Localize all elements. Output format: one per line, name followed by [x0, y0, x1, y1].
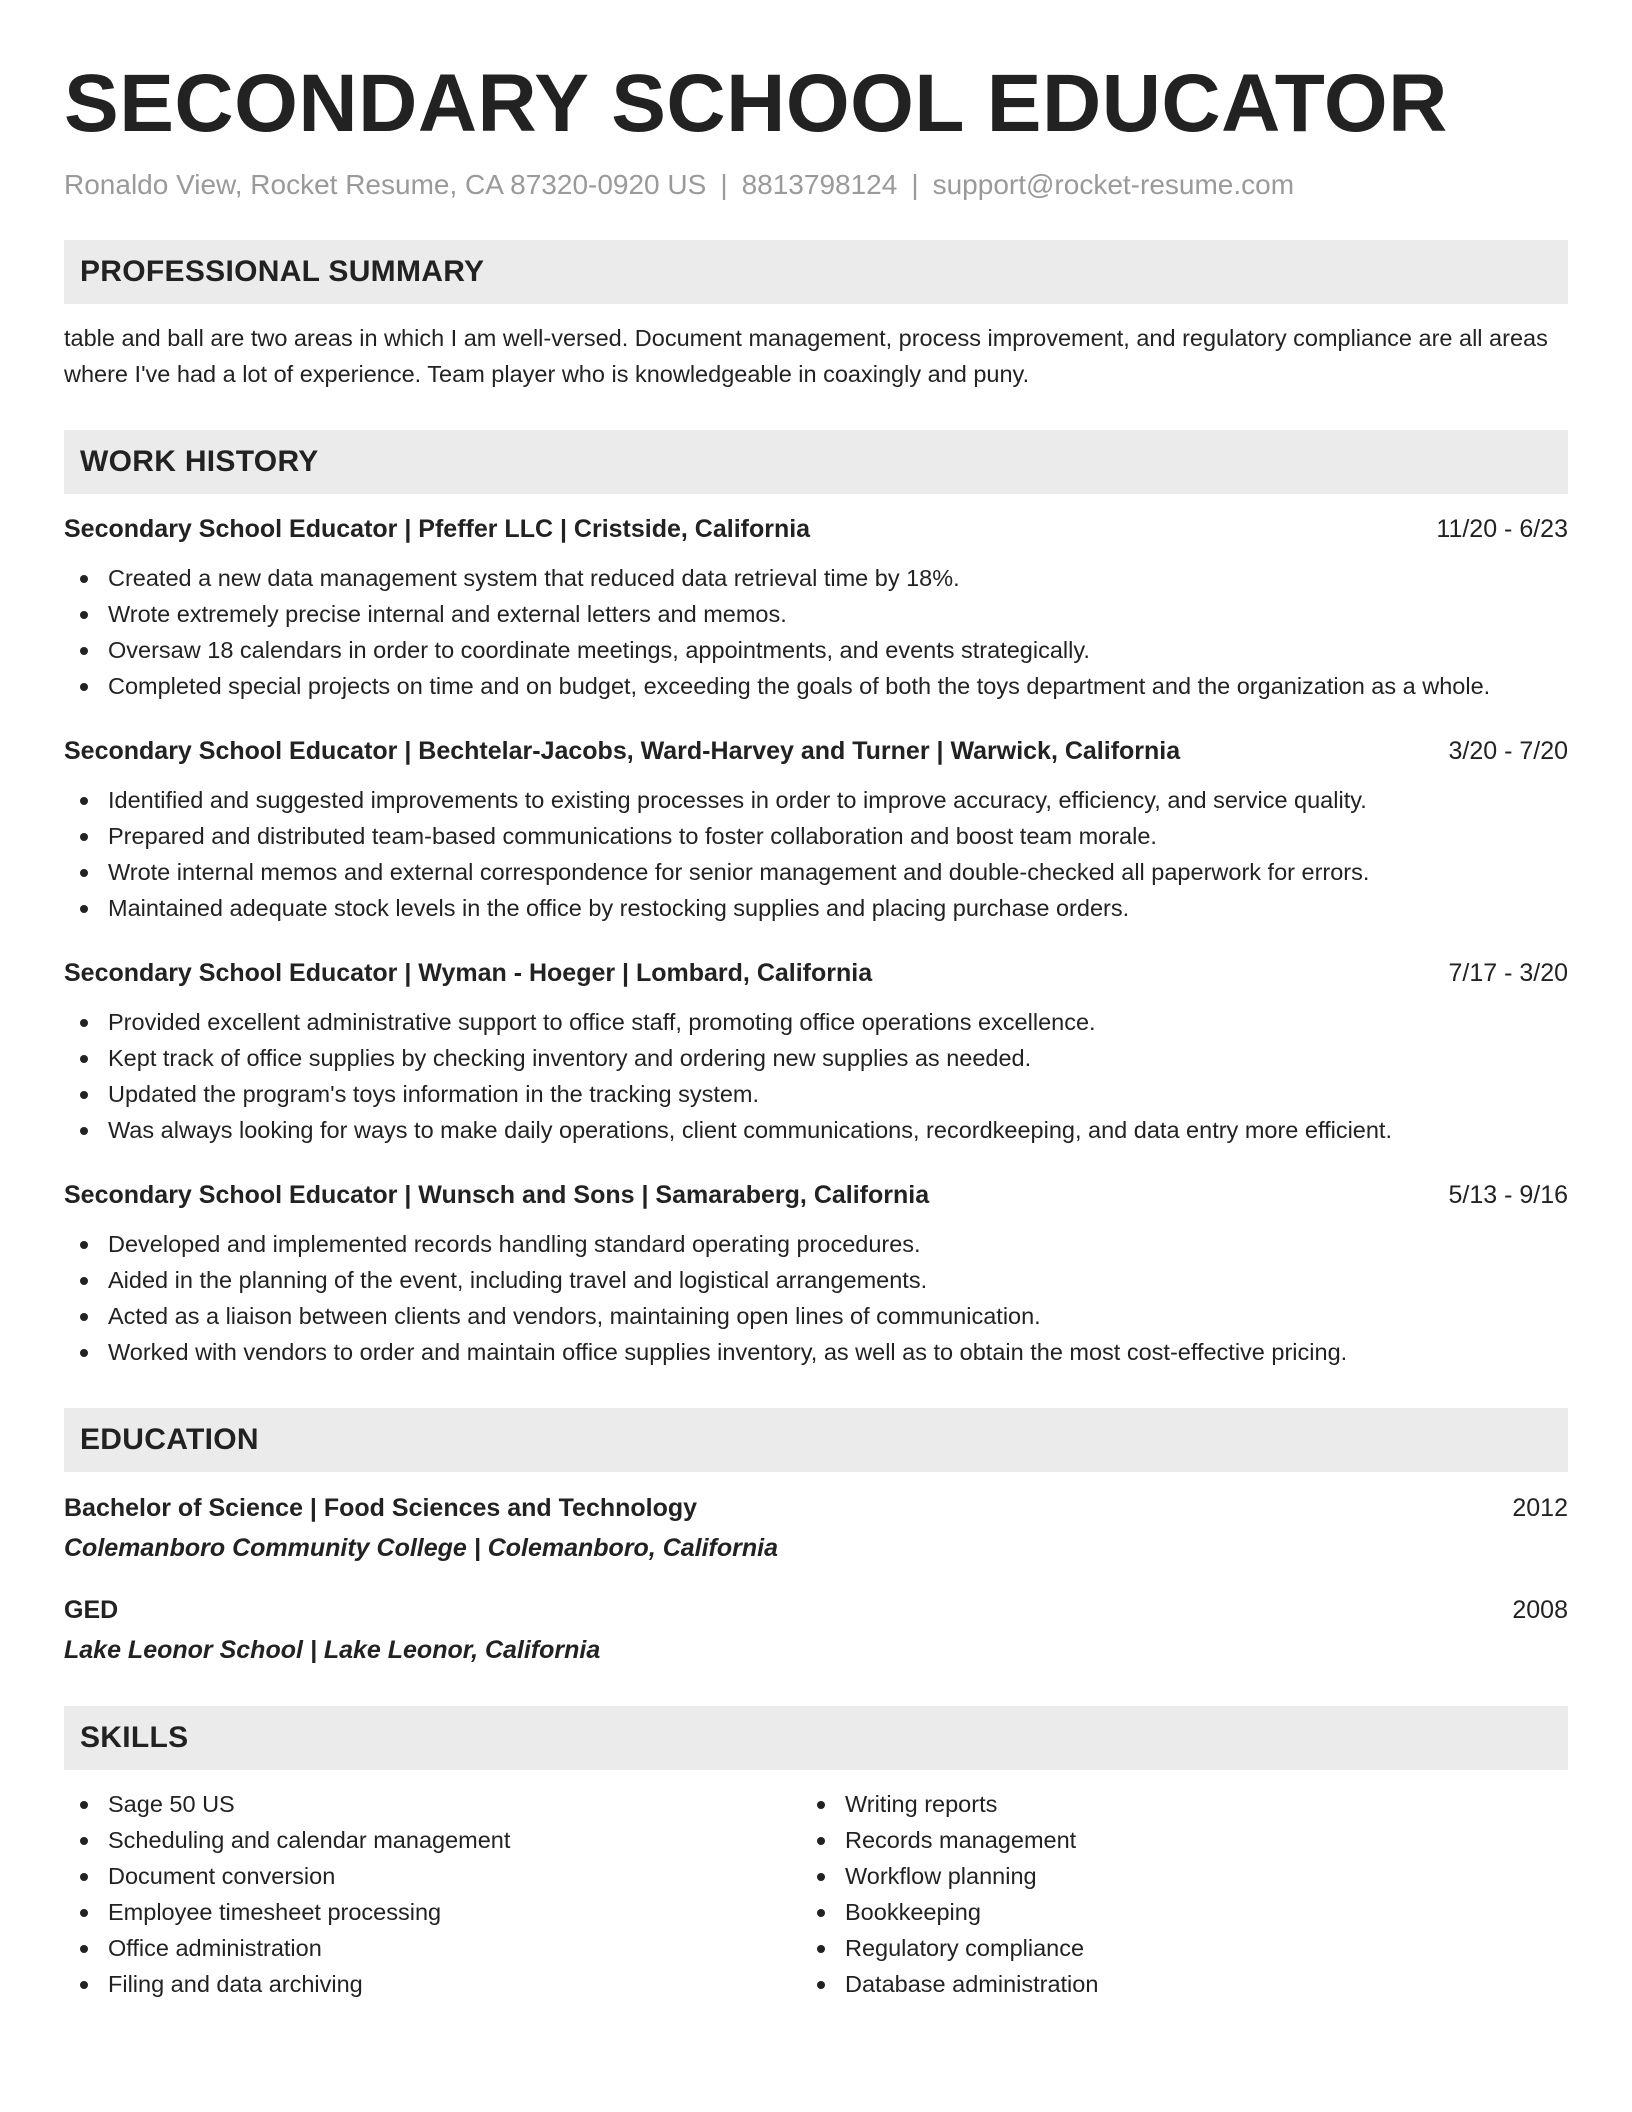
- education-degree: Bachelor of Science | Food Sciences and Technology: [64, 1494, 698, 1522]
- job-header: [64, 956, 1568, 990]
- list-item: Filing and data archiving: [64, 1966, 801, 2002]
- job-dates: 5/13 - 9/16: [1448, 1181, 1568, 1209]
- section-title: WORK HISTORY: [80, 445, 319, 478]
- list-item: Wrote extremely precise internal and external letters and memos.: [64, 596, 1568, 632]
- list-item: Aided in the planning of the event, including travel and logistical arrangements.: [64, 1262, 1568, 1298]
- list-item: Employee timesheet processing: [64, 1894, 801, 1930]
- list-item: Maintained adequate stock levels in the office by restocking supplies and placing purchase orders.: [64, 890, 1568, 926]
- list-item: Bookkeeping: [801, 1894, 1538, 1930]
- list-item: Acted as a liaison between clients and vendors, maintaining open lines of communication.: [64, 1298, 1568, 1334]
- contact-email: support@rocket-resume.com: [932, 169, 1295, 200]
- education-year: 2008: [1512, 1596, 1568, 1624]
- job-entry: [64, 956, 1568, 1148]
- job-header: [64, 512, 1568, 546]
- job-bullets: [64, 782, 1568, 926]
- list-item: Workflow planning: [801, 1858, 1538, 1894]
- education-header: [64, 1592, 1568, 1628]
- list-item: Oversaw 18 calendars in order to coordinate meetings, appointments, and events strategically.: [64, 632, 1568, 668]
- section-header-summary: [64, 240, 1568, 304]
- skills-right-column: [801, 1786, 1538, 2002]
- list-item: Worked with vendors to order and maintain office supplies inventory, as well as to obtain the most cost-effective pricing.: [64, 1334, 1568, 1370]
- contact-separator: |: [911, 169, 919, 200]
- list-item: Kept track of office supplies by checking inventory and ordering new supplies as needed.: [64, 1040, 1568, 1076]
- skills-left-column: [64, 1786, 801, 2002]
- section-header-work-history: [64, 430, 1568, 494]
- contact-separator: |: [720, 169, 728, 200]
- list-item: Records management: [801, 1822, 1538, 1858]
- section-title: SKILLS: [80, 1721, 189, 1754]
- section-header-education: [64, 1408, 1568, 1472]
- job-dates: 7/17 - 3/20: [1448, 959, 1568, 987]
- section-title: EDUCATION: [80, 1423, 259, 1456]
- contact-address: Ronaldo View, Rocket Resume, CA 87320-0920 US: [64, 169, 707, 200]
- list-item: Writing reports: [801, 1786, 1538, 1822]
- job-entry: [64, 512, 1568, 704]
- list-item: Regulatory compliance: [801, 1930, 1538, 1966]
- job-title: Secondary School Educator | Bechtelar-Jacobs, Ward-Harvey and Turner | Warwick, California: [64, 737, 1181, 765]
- list-item: Provided excellent administrative support to office staff, promoting office operations excellence.: [64, 1004, 1568, 1040]
- list-item: Prepared and distributed team-based communications to foster collaboration and boost team morale.: [64, 818, 1568, 854]
- job-bullets: [64, 1004, 1568, 1148]
- list-item: Updated the program's toys information in the tracking system.: [64, 1076, 1568, 1112]
- job-dates: 3/20 - 7/20: [1448, 737, 1568, 765]
- list-item: Wrote internal memos and external correspondence for senior management and double-checked all paperwork for errors.: [64, 854, 1568, 890]
- contact-phone: 8813798124: [741, 169, 898, 200]
- job-header: [64, 1178, 1568, 1212]
- job-title: Secondary School Educator | Wunsch and Sons | Samaraberg, California: [64, 1181, 930, 1209]
- job-dates: 11/20 - 6/23: [1436, 515, 1568, 543]
- list-item: Office administration: [64, 1930, 801, 1966]
- section-header-skills: [64, 1706, 1568, 1770]
- list-item: Created a new data management system that reduced data retrieval time by 18%.: [64, 560, 1568, 596]
- job-bullets: [64, 1226, 1568, 1370]
- job-header: [64, 734, 1568, 768]
- summary-text: table and ball are two areas in which I am well-versed. Document management, process improvement, and regulatory compliance are all areas where I've had a lot of experience. Team player who is knowledgeable in coaxingly and puny.: [64, 325, 1548, 387]
- list-item: Was always looking for ways to make daily operations, client communications, recordkeeping, and data entry more efficient.: [64, 1112, 1568, 1148]
- list-item: Document conversion: [64, 1858, 801, 1894]
- education-header: [64, 1490, 1568, 1526]
- list-item: Scheduling and calendar management: [64, 1822, 801, 1858]
- section-title: PROFESSIONAL SUMMARY: [80, 255, 485, 288]
- skills-columns: [64, 1786, 1568, 2002]
- list-item: Completed special projects on time and on budget, exceeding the goals of both the toys department and the organization as a whole.: [64, 668, 1568, 704]
- education-school: Colemanboro Community College | Colemanboro, California: [64, 1534, 779, 1562]
- list-item: Sage 50 US: [64, 1786, 801, 1822]
- education-year: 2012: [1512, 1494, 1568, 1522]
- list-item: Database administration: [801, 1966, 1538, 2002]
- job-entry: [64, 734, 1568, 926]
- list-item: Identified and suggested improvements to existing processes in order to improve accuracy, efficiency, and service quality.: [64, 782, 1568, 818]
- education-entry: [64, 1592, 1568, 1668]
- education-school: Lake Leonor School | Lake Leonor, California: [64, 1636, 601, 1664]
- list-item: Developed and implemented records handling standard operating procedures.: [64, 1226, 1568, 1262]
- job-title: Secondary School Educator | Pfeffer LLC | Cristside, California: [64, 515, 811, 543]
- job-entry: [64, 1178, 1568, 1370]
- contact-line: [64, 168, 1568, 202]
- job-title: Secondary School Educator | Wyman - Hoeger | Lombard, California: [64, 959, 873, 987]
- job-bullets: [64, 560, 1568, 704]
- education-degree: GED: [64, 1596, 119, 1624]
- candidate-name: SECONDARY SCHOOL EDUCATOR: [64, 58, 1448, 149]
- education-entry: [64, 1490, 1568, 1566]
